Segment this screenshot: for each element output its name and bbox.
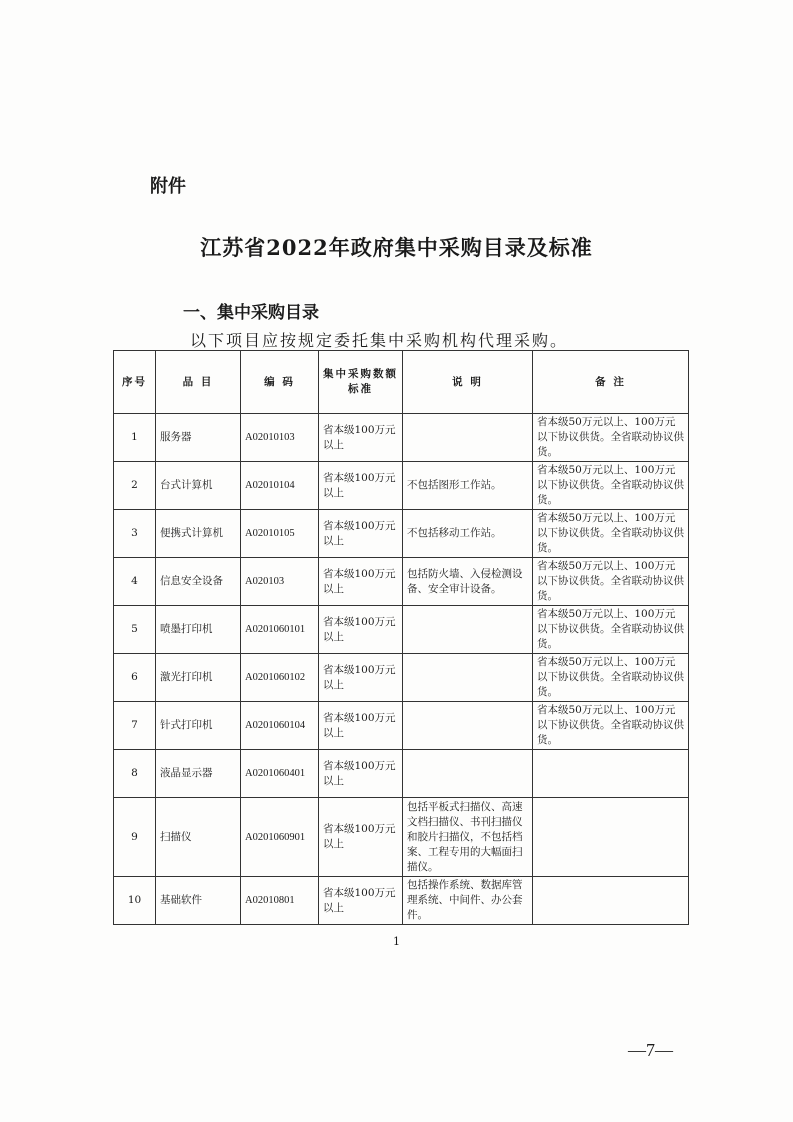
- cell-description: [403, 414, 533, 462]
- attachment-label: 附件: [150, 176, 186, 197]
- intro-text: 以下项目应按规定委托集中采购机构代理采购。: [190, 331, 569, 350]
- cell-code: A0201060104: [241, 702, 319, 750]
- cell-code: A02010103: [241, 414, 319, 462]
- cell-remark: [533, 798, 689, 877]
- cell-threshold: 省本级100万元以上: [319, 798, 403, 877]
- cell-code: A0201060102: [241, 654, 319, 702]
- cell-description: [403, 702, 533, 750]
- cell-threshold: 省本级100万元以上: [319, 510, 403, 558]
- cell-index: 2: [114, 462, 156, 510]
- cell-code: A0201060101: [241, 606, 319, 654]
- cell-threshold: 省本级100万元以上: [319, 877, 403, 925]
- cell-item: 台式计算机: [156, 462, 241, 510]
- cell-index: 8: [114, 750, 156, 798]
- table-row: [114, 798, 689, 877]
- cell-threshold: 省本级100万元以上: [319, 414, 403, 462]
- cell-item: 液晶显示器: [156, 750, 241, 798]
- cell-remark: 省本级50万元以上、100万元以下协议供货。全省联动协议供货。: [533, 510, 689, 558]
- sheet-number: —7—: [628, 1040, 673, 1060]
- cell-threshold: 省本级100万元以上: [319, 558, 403, 606]
- cell-remark: 省本级50万元以上、100万元以下协议供货。全省联动协议供货。: [533, 606, 689, 654]
- table-row: [114, 558, 689, 606]
- cell-index: 9: [114, 798, 156, 877]
- cell-description: 包括防火墙、入侵检测设备、安全审计设备。: [403, 558, 533, 606]
- cell-code: A0201060401: [241, 750, 319, 798]
- cell-remark: [533, 877, 689, 925]
- cell-remark: 省本级50万元以上、100万元以下协议供货。全省联动协议供货。: [533, 654, 689, 702]
- header-threshold: 集中采购数额标准: [319, 351, 403, 414]
- cell-threshold: 省本级100万元以上: [319, 462, 403, 510]
- cell-code: A020103: [241, 558, 319, 606]
- header-index: 序号: [114, 351, 156, 414]
- cell-item: 激光打印机: [156, 654, 241, 702]
- cell-code: A02010105: [241, 510, 319, 558]
- section-heading: 一、集中采购目录: [183, 303, 319, 323]
- cell-item: 服务器: [156, 414, 241, 462]
- cell-item: 信息安全设备: [156, 558, 241, 606]
- cell-remark: 省本级50万元以上、100万元以下协议供货。全省联动协议供货。: [533, 702, 689, 750]
- cell-code: A02010104: [241, 462, 319, 510]
- cell-item: 喷墨打印机: [156, 606, 241, 654]
- cell-remark: 省本级50万元以上、100万元以下协议供货。全省联动协议供货。: [533, 414, 689, 462]
- page-number: 1: [393, 935, 400, 948]
- cell-index: 6: [114, 654, 156, 702]
- cell-threshold: 省本级100万元以上: [319, 606, 403, 654]
- cell-description: [403, 606, 533, 654]
- table-row: [114, 510, 689, 558]
- cell-threshold: 省本级100万元以上: [319, 750, 403, 798]
- cell-item: 针式打印机: [156, 702, 241, 750]
- cell-item: 便携式计算机: [156, 510, 241, 558]
- cell-index: 1: [114, 414, 156, 462]
- document-title: 江苏省2022年政府集中采购目录及标准: [200, 235, 593, 260]
- table-row: [114, 702, 689, 750]
- cell-description: [403, 654, 533, 702]
- cell-code: A02010801: [241, 877, 319, 925]
- table-row: [114, 414, 689, 462]
- cell-description: 包括操作系统、数据库管理系统、中间件、办公套件。: [403, 877, 533, 925]
- header-item: 品 目: [156, 351, 241, 414]
- cell-description: 不包括图形工作站。: [403, 462, 533, 510]
- cell-remark: 省本级50万元以上、100万元以下协议供货。全省联动协议供货。: [533, 558, 689, 606]
- table-row: [114, 750, 689, 798]
- header-remark: 备 注: [533, 351, 689, 414]
- table-row: [114, 877, 689, 925]
- cell-index: 3: [114, 510, 156, 558]
- table-row: [114, 606, 689, 654]
- cell-threshold: 省本级100万元以上: [319, 702, 403, 750]
- procurement-catalog-table: [113, 350, 689, 925]
- header-code: 编 码: [241, 351, 319, 414]
- cell-index: 5: [114, 606, 156, 654]
- cell-index: 10: [114, 877, 156, 925]
- cell-item: 基础软件: [156, 877, 241, 925]
- cell-item: 扫描仪: [156, 798, 241, 877]
- cell-threshold: 省本级100万元以上: [319, 654, 403, 702]
- cell-code: A0201060901: [241, 798, 319, 877]
- table-row: [114, 654, 689, 702]
- cell-description: 包括平板式扫描仪、高速文档扫描仪、书刊扫描仪和胶片扫描仪，不包括档案、工程专用的大幅面扫描仪。: [403, 798, 533, 877]
- cell-index: 4: [114, 558, 156, 606]
- cell-remark: 省本级50万元以上、100万元以下协议供货。全省联动协议供货。: [533, 462, 689, 510]
- table-row: [114, 462, 689, 510]
- header-description: 说 明: [403, 351, 533, 414]
- cell-description: 不包括移动工作站。: [403, 510, 533, 558]
- cell-description: [403, 750, 533, 798]
- cell-remark: [533, 750, 689, 798]
- table-header-row: [114, 351, 689, 414]
- cell-index: 7: [114, 702, 156, 750]
